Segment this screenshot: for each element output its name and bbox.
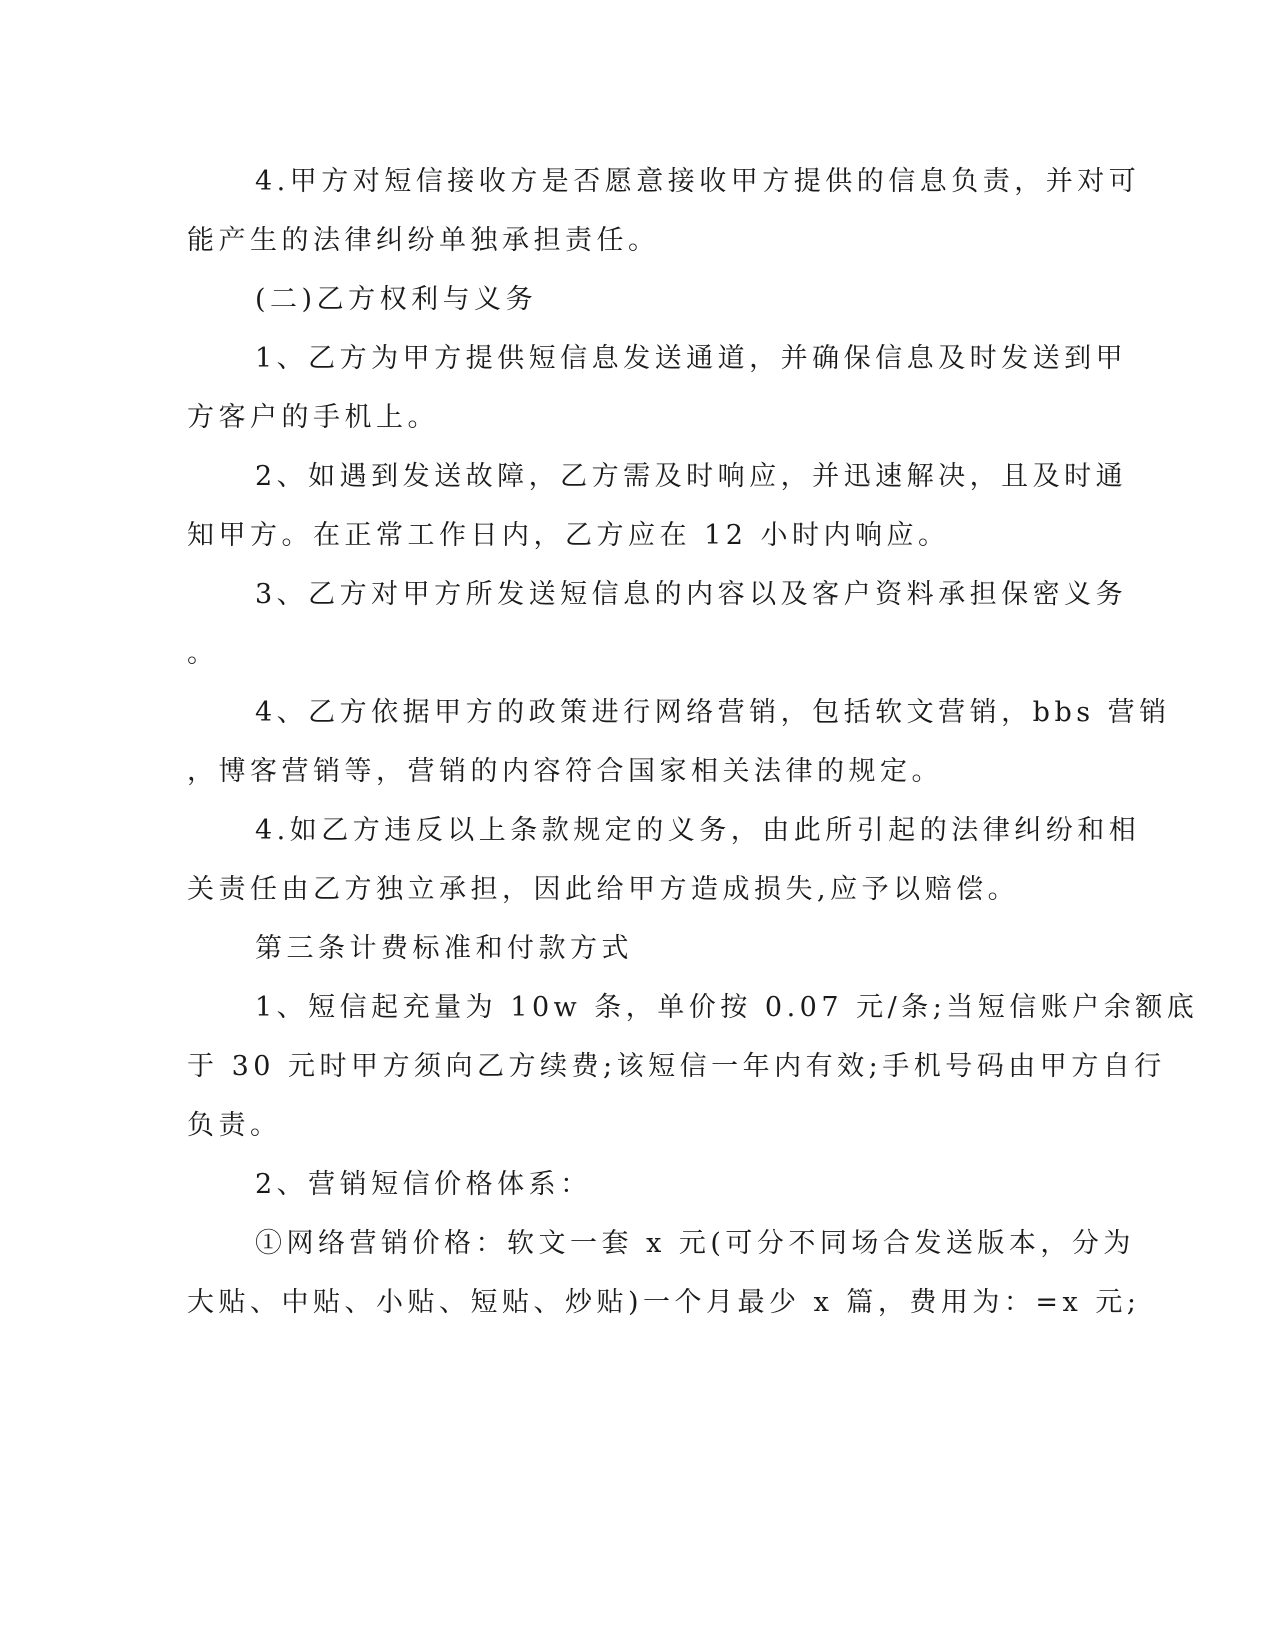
text-line: 1、短信起充量为 10w 条，单价按 0.07 元/条;当短信账户余额底 xyxy=(255,992,1199,1023)
text-line: 1、乙方为甲方提供短信息发送通道，并确保信息及时发送到甲 xyxy=(255,343,1128,374)
section-heading: (二)乙方权利与义务 xyxy=(255,284,538,315)
text-line: 负责。 xyxy=(187,1110,282,1141)
text-line: 方客户的手机上。 xyxy=(187,402,439,433)
text-line: 4.甲方对短信接收方是否愿意接收甲方提供的信息负责，并对可 xyxy=(255,166,1141,197)
text-line: 能产生的法律纠纷单独承担责任。 xyxy=(187,225,660,256)
text-line: 关责任由乙方独立承担，因此给甲方造成损失,应予以赔偿。 xyxy=(187,874,1020,905)
section-heading: 第三条计费标准和付款方式 xyxy=(255,933,633,964)
text-line: ，博客营销等，营销的内容符合国家相关法律的规定。 xyxy=(187,756,943,787)
text-line: 2、如遇到发送故障，乙方需及时响应，并迅速解决，且及时通 xyxy=(255,461,1128,492)
text-line: ①网络营销价格：软文一套 x 元(可分不同场合发送版本，分为 xyxy=(255,1228,1135,1259)
text-line: 4.如乙方违反以上条款规定的义务，由此所引起的法律纠纷和相 xyxy=(255,815,1141,846)
text-line: 大贴、中贴、小贴、短贴、炒贴)一个月最少 x 篇，费用为：=x 元; xyxy=(187,1287,1141,1318)
text-line: 知甲方。在正常工作日内，乙方应在 12 小时内响应。 xyxy=(187,520,950,551)
text-line: 4、乙方依据甲方的政策进行网络营销，包括软文营销，bbs 营销 xyxy=(255,697,1171,728)
text-line: 2、营销短信价格体系： xyxy=(255,1169,592,1200)
text-line: 于 30 元时甲方须向乙方续费;该短信一年内有效;手机号码由甲方自行 xyxy=(187,1051,1166,1082)
text-line: 。 xyxy=(187,638,219,669)
text-line: 3、乙方对甲方所发送短信息的内容以及客户资料承担保密义务 xyxy=(255,579,1128,610)
